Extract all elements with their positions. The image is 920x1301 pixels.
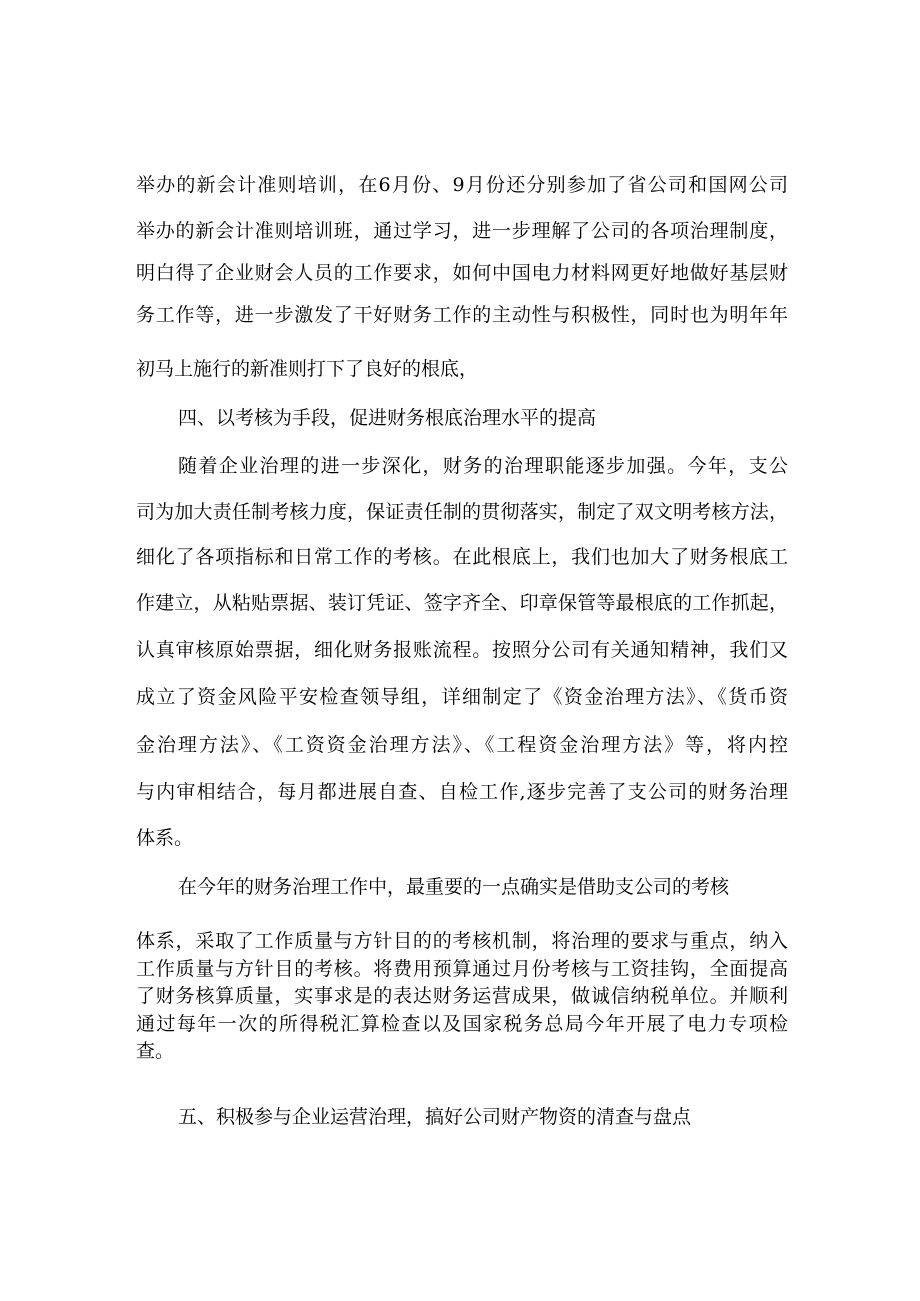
heading-text: 四、以考核为手段，促进财务根底治理水平的提高 [178,407,597,429]
text-line: 认真审核原始票据，细化财务报账流程。按照分公司有关通知精神，我们又 [136,639,788,661]
heading-text: 五、积极参与企业运营治理，搞好公司财产物资的清查与盘点 [178,1106,692,1128]
text-line: 作建立，从粘贴票据、装订凭证、签字齐全、印章保管等最根底的工作抓起， [136,592,788,614]
text-line: 体系。 [136,827,194,849]
text-line: 在今年的财务治理工作中，最重要的一点确实是借助支公司的考核 [178,876,730,898]
text-line: 举办的新会计准则培训班，通过学习，进一步理解了公司的各项治理制度， [136,220,788,242]
text-line: 司为加大责任制考核力度，保证责任制的贯彻落实，制定了双文明考核方法， [136,501,788,523]
text-line: 成立了资金风险平安检查领导组，详细制定了《资金治理方法》、《货币资 [136,686,788,708]
text-line: 工作质量与方针目的考核。将费用预算通过月份考核与工资挂钩，全面提高 [136,958,788,980]
text-line: 举办的新会计准则培训，在6月份、9月份还分别参加了省公司和国网公司 [136,174,788,196]
text-line: 了财务核算质量，实事求是的表达财务运营成果，做诚信纳税单位。并顺利 [136,985,788,1007]
text-line: 查。 [136,1040,175,1062]
text-line: 体系，采取了工作质量与方针目的的考核机制，将治理的要求与重点，纳入 [136,930,788,952]
text-line: 明白得了企业财会人员的工作要求，如何中国电力材料网更好地做好基层财 [136,262,788,284]
text-line: 务工作等，进一步激发了干好财务工作的主动性与积极性，同时也为明年年 [136,304,788,326]
text-line: 金治理方法》、《工资资金治理方法》、《工程资金治理方法》等，将内控 [136,734,788,756]
text-line: 细化了各项指标和日常工作的考核。在此根底上，我们也加大了财务根底工 [136,546,788,568]
text-line: 与内审相结合，每月都进展自查、自检工作,逐步完善了支公司的财务治理 [136,781,788,803]
text-line: 初马上施行的新准则打下了良好的根底， [136,358,479,380]
text-line: 通过每年一次的所得税汇算检查以及国家税务总局今年开展了电力专项检 [136,1013,788,1035]
text-line: 随着企业治理的进一步深化，财务的治理职能逐步加强。今年，支公 [178,455,788,477]
